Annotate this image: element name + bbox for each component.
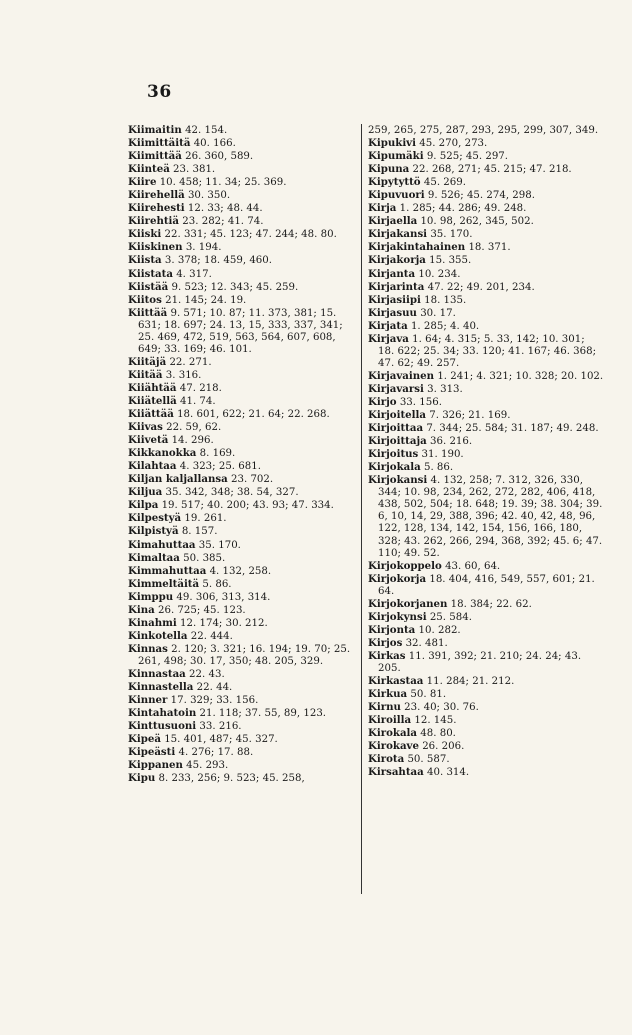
entry-references: 10. 98, 262, 345, 502. bbox=[420, 216, 534, 228]
entry-references: 45. 293. bbox=[186, 760, 229, 772]
index-entry bbox=[128, 150, 358, 163]
index-entry bbox=[368, 215, 604, 228]
entry-headword: Kiirehesti bbox=[128, 202, 185, 215]
entry-headword: Kirjokorjanen bbox=[368, 597, 448, 610]
index-entry bbox=[128, 268, 358, 281]
index-entry bbox=[128, 294, 358, 307]
entry-references: 4. 276; 17. 88. bbox=[178, 747, 254, 759]
entry-references: 40. 314. bbox=[427, 767, 470, 779]
entry-references: 22. 44. bbox=[196, 682, 233, 694]
entry-headword: Kiroilla bbox=[368, 714, 412, 727]
entry-references: 4. 132, 258; 7. 312, 326, 330, 344; 10. 98, 234, 262, 272, 282, 406, 418, 438, 502, 504; 18. 648; 19. 39; 38. 304; 39. 6, 10, 14, 29, 388, 396; 42. 40, 42, 48, 96, 122, 128, 134, 142, 154, 156, 166, 180, 328; 43. 262, 266, 294, 368, 392; 45. 6; 47. 110; 49. 52. bbox=[378, 475, 603, 559]
index-entry bbox=[128, 228, 358, 241]
index-entry bbox=[368, 753, 604, 766]
entry-headword: Kinnastella bbox=[128, 681, 194, 694]
entry-headword: Kiirehtiä bbox=[128, 215, 180, 228]
entry-references: 5. 86. bbox=[423, 462, 454, 474]
index-entry bbox=[128, 176, 358, 189]
entry-references: 18. 135. bbox=[424, 294, 467, 306]
entry-headword: Kirjoitus bbox=[368, 448, 419, 461]
index-entry bbox=[368, 150, 604, 163]
entry-headword: Kinnastaa bbox=[128, 667, 186, 680]
entry-references: 3. 378; 18. 459, 460. bbox=[164, 255, 273, 267]
entry-headword: Kina bbox=[128, 603, 155, 616]
index-entry bbox=[128, 486, 358, 499]
index-entry bbox=[128, 369, 358, 382]
entry-references: 5. 86. bbox=[202, 578, 232, 590]
entry-headword: Kintahatoin bbox=[128, 707, 197, 720]
index-entry bbox=[128, 746, 358, 759]
entry-headword: Kiljan kaljallansa bbox=[128, 473, 228, 486]
entry-references: 1. 285; 4. 40. bbox=[410, 320, 480, 332]
index-entry bbox=[368, 435, 604, 448]
entry-references: 8. 233, 256; 9. 523; 45. 258, bbox=[158, 773, 305, 785]
entry-headword: Kiiättää bbox=[128, 408, 174, 421]
entry-headword: Kiitäjä bbox=[128, 355, 167, 368]
index-entry bbox=[128, 473, 358, 486]
index-entry bbox=[128, 281, 358, 294]
entry-references: 26. 725; 45. 123. bbox=[157, 604, 246, 616]
index-entry bbox=[368, 228, 604, 241]
index-entry bbox=[368, 611, 604, 624]
entry-headword: Kirjonta bbox=[368, 623, 416, 636]
entry-headword: Kimaltaa bbox=[128, 551, 180, 564]
entry-references: 32. 481. bbox=[405, 637, 448, 649]
index-entry bbox=[128, 447, 358, 460]
entry-references: 12. 33; 48. 44. bbox=[187, 203, 263, 215]
entry-references: 21. 118; 37. 55, 89, 123. bbox=[199, 708, 327, 720]
index-entry bbox=[368, 714, 604, 727]
entry-references: 25. 584. bbox=[429, 611, 472, 623]
index-entry bbox=[368, 409, 604, 422]
index-entry bbox=[368, 650, 604, 675]
entry-references: 4. 317. bbox=[176, 268, 212, 280]
index-entry bbox=[128, 759, 358, 772]
entry-headword: Kirokala bbox=[368, 727, 418, 740]
entry-headword: Kiinteä bbox=[128, 163, 170, 176]
index-entry bbox=[368, 124, 604, 137]
entry-references: 15. 401, 487; 45. 327. bbox=[164, 734, 278, 746]
entry-headword: Kinttusuoni bbox=[128, 720, 197, 733]
entry-references: 35. 170. bbox=[198, 539, 241, 551]
entry-headword: Kilpestyä bbox=[128, 512, 182, 525]
entry-references: 49. 306, 313, 314. bbox=[176, 591, 271, 603]
entry-headword: Kirjokoppelo bbox=[368, 559, 442, 572]
entry-headword: Kiitos bbox=[128, 293, 162, 306]
index-entry bbox=[128, 578, 358, 591]
entry-headword: Kiistää bbox=[128, 280, 169, 293]
entry-references: 33. 156. bbox=[399, 396, 442, 408]
entry-references: 50. 385. bbox=[183, 552, 226, 564]
entry-references: 18. 404, 416, 549, 557, 601; 21. 64. bbox=[378, 573, 595, 597]
entry-headword: Kiimaitin bbox=[128, 124, 182, 136]
entry-headword: Kirjarinta bbox=[368, 280, 425, 293]
entry-references: 1. 64; 4. 315; 5. 33, 142; 10. 301; 18. 622; 25. 34; 33. 120; 41. 167; 46. 368; 47. 62; 49. 257. bbox=[378, 333, 597, 369]
entry-references: 11. 284; 21. 212. bbox=[426, 676, 515, 688]
index-entry bbox=[368, 624, 604, 637]
index-entry bbox=[368, 320, 604, 333]
entry-references: 45. 270, 273. bbox=[419, 138, 488, 150]
entry-references: 9. 525; 45. 297. bbox=[426, 151, 509, 163]
entry-headword: Kilahtaa bbox=[128, 460, 177, 473]
index-entry bbox=[128, 772, 358, 785]
entry-references: 4. 132, 258. bbox=[209, 565, 272, 577]
entry-references: 3. 313. bbox=[427, 383, 463, 395]
entry-references: 30. 17. bbox=[420, 307, 456, 319]
index-entry bbox=[368, 137, 604, 150]
entry-headword: Kirja bbox=[368, 202, 397, 215]
entry-references: 18. 371. bbox=[468, 242, 511, 254]
entry-references: 9. 523; 12. 343; 45. 259. bbox=[171, 281, 299, 293]
entry-headword: Kirjakansi bbox=[368, 228, 428, 241]
index-entry bbox=[368, 294, 604, 307]
entry-references: 19. 261. bbox=[184, 513, 227, 525]
column-divider bbox=[361, 124, 362, 894]
entry-headword: Kilpistyä bbox=[128, 525, 179, 538]
index-entry bbox=[368, 281, 604, 294]
entry-headword: Kirjokansi bbox=[368, 474, 428, 487]
index-entry bbox=[128, 539, 358, 552]
entry-references: 1. 241; 4. 321; 10. 328; 20. 102. bbox=[437, 370, 604, 382]
entry-headword: Kirjakorja bbox=[368, 254, 426, 267]
entry-headword: Kirjokala bbox=[368, 461, 421, 474]
entry-headword: Kimppu bbox=[128, 590, 174, 603]
entry-headword: Kinnas bbox=[128, 642, 168, 655]
entry-references: 259, 265, 275, 287, 293, 295, 299, 307, 349. bbox=[368, 125, 599, 136]
index-entry bbox=[128, 215, 358, 228]
index-entry bbox=[368, 474, 604, 559]
entry-headword: Kipuvuori bbox=[368, 189, 425, 202]
index-entry bbox=[128, 525, 358, 538]
index-entry bbox=[128, 408, 358, 421]
entry-headword: Kirjos bbox=[368, 636, 403, 649]
entry-headword: Kimmahuttaa bbox=[128, 564, 207, 577]
entry-references: 31. 190. bbox=[421, 449, 464, 461]
entry-references: 18. 384; 22. 62. bbox=[450, 598, 532, 610]
entry-headword: Kipu bbox=[128, 772, 156, 785]
entry-references: 45. 269. bbox=[423, 177, 466, 189]
index-column-left bbox=[128, 124, 358, 785]
index-entry bbox=[368, 254, 604, 267]
entry-headword: Kiiskinen bbox=[128, 241, 183, 254]
entry-references: 17. 329; 33. 156. bbox=[170, 695, 259, 707]
index-entry bbox=[128, 254, 358, 267]
index-column-right bbox=[368, 124, 604, 779]
index-entry bbox=[128, 356, 358, 369]
entry-references: 10. 234. bbox=[418, 268, 461, 280]
entry-headword: Kirokave bbox=[368, 740, 419, 753]
entry-references: 3. 194. bbox=[185, 242, 222, 254]
index-entry bbox=[368, 727, 604, 740]
index-entry bbox=[128, 124, 358, 137]
entry-headword: Kirkua bbox=[368, 688, 408, 701]
entry-headword: Kirjasiipi bbox=[368, 293, 421, 306]
entry-references: 30. 350. bbox=[187, 190, 231, 202]
index-entry bbox=[128, 163, 358, 176]
index-entry bbox=[368, 461, 604, 474]
entry-references: 10. 458; 11. 34; 25. 369. bbox=[159, 177, 287, 189]
entry-headword: Kinahmi bbox=[128, 616, 177, 629]
index-entry bbox=[128, 499, 358, 512]
entry-headword: Kipytyttö bbox=[368, 176, 421, 189]
entry-references: 22. 444. bbox=[190, 630, 233, 642]
entry-references: 23. 40; 30. 76. bbox=[404, 702, 479, 714]
entry-references: 40. 166. bbox=[193, 138, 236, 150]
index-entry bbox=[128, 643, 358, 668]
entry-references: 23. 381. bbox=[173, 164, 216, 176]
entry-references: 12. 145. bbox=[414, 715, 457, 727]
index-entry bbox=[368, 241, 604, 254]
entry-headword: Kirjaella bbox=[368, 215, 418, 228]
entry-references: 47. 22; 49. 201, 234. bbox=[427, 281, 535, 293]
entry-references: 50. 81. bbox=[410, 689, 447, 701]
entry-references: 3. 316. bbox=[165, 369, 202, 381]
index-entry bbox=[368, 189, 604, 202]
entry-headword: Kirjanta bbox=[368, 267, 416, 280]
index-entry bbox=[368, 560, 604, 573]
entry-references: 4. 323; 25. 681. bbox=[179, 461, 261, 473]
entry-references: 1. 285; 44. 286; 49. 248. bbox=[399, 203, 527, 215]
entry-headword: Kirjavainen bbox=[368, 369, 435, 382]
entry-headword: Kirjoittaja bbox=[368, 435, 427, 448]
entry-references: 7. 344; 25. 584; 31. 187; 49. 248. bbox=[426, 423, 599, 435]
index-entry bbox=[128, 565, 358, 578]
index-entry bbox=[128, 189, 358, 202]
index-entry bbox=[368, 688, 604, 701]
entry-headword: Kiivetä bbox=[128, 434, 169, 447]
entry-headword: Kinkotella bbox=[128, 629, 188, 642]
index-entry bbox=[128, 694, 358, 707]
index-entry bbox=[128, 617, 358, 630]
entry-references: 23. 702. bbox=[231, 474, 274, 486]
index-entry bbox=[128, 137, 358, 150]
index-entry bbox=[368, 766, 604, 779]
index-entry bbox=[368, 370, 604, 383]
entry-references: 2. 120; 3. 321; 16. 194; 19. 70; 25. 261, 498; 30. 17, 350; 48. 205, 329. bbox=[138, 643, 351, 667]
index-entry bbox=[128, 395, 358, 408]
entry-references: 19. 517; 40. 200; 43. 93; 47. 334. bbox=[161, 500, 334, 512]
entry-headword: Kirjasuu bbox=[368, 306, 417, 319]
entry-headword: Kirnu bbox=[368, 701, 401, 714]
entry-references: 21. 145; 24. 19. bbox=[165, 294, 247, 306]
index-entry bbox=[368, 333, 604, 370]
entry-headword: Kiiähtää bbox=[128, 381, 177, 394]
entry-references: 15. 355. bbox=[429, 255, 472, 267]
entry-references: 22. 59, 62. bbox=[166, 422, 222, 434]
entry-headword: Kimahuttaa bbox=[128, 538, 196, 551]
index-entry bbox=[368, 740, 604, 753]
entry-headword: Kirsahtaa bbox=[368, 766, 424, 779]
index-entry bbox=[368, 675, 604, 688]
entry-headword: Kiivas bbox=[128, 421, 163, 434]
entry-headword: Kiiätellä bbox=[128, 394, 177, 407]
entry-headword: Kirjakintahainen bbox=[368, 241, 466, 254]
entry-references: 35. 342, 348; 38. 54, 327. bbox=[165, 487, 299, 499]
entry-headword: Kiistata bbox=[128, 267, 173, 280]
entry-references: 7. 326; 21. 169. bbox=[429, 410, 511, 422]
entry-references: 22. 331; 45. 123; 47. 244; 48. 80. bbox=[164, 229, 337, 241]
entry-references: 23. 282; 41. 74. bbox=[182, 216, 264, 228]
index-entry bbox=[368, 307, 604, 320]
index-entry bbox=[128, 434, 358, 447]
entry-headword: Kiire bbox=[128, 176, 157, 189]
entry-headword: Kiirehellä bbox=[128, 189, 185, 202]
index-entry bbox=[128, 512, 358, 525]
entry-headword: Kiimittäitä bbox=[128, 137, 191, 150]
index-entry bbox=[128, 630, 358, 643]
entry-references: 8. 157. bbox=[181, 526, 218, 538]
index-entry bbox=[128, 733, 358, 746]
entry-headword: Kirjavarsi bbox=[368, 382, 424, 395]
entry-references: 11. 391, 392; 21. 210; 24. 24; 43. 205. bbox=[378, 650, 582, 674]
index-entry bbox=[128, 460, 358, 473]
entry-references: 9. 526; 45. 274, 298. bbox=[427, 190, 535, 202]
entry-references: 26. 360, 589. bbox=[185, 151, 254, 163]
entry-headword: Kirjokorja bbox=[368, 572, 427, 585]
entry-references: 18. 601, 622; 21. 64; 22. 268. bbox=[177, 409, 330, 421]
entry-headword: Kirota bbox=[368, 753, 405, 766]
index-entry bbox=[128, 241, 358, 254]
entry-references: 10. 282. bbox=[418, 624, 461, 636]
entry-headword: Kirjo bbox=[368, 395, 397, 408]
entry-references: 47. 218. bbox=[179, 382, 222, 394]
entry-references: 42. 154. bbox=[185, 125, 228, 136]
entry-headword: Kiiski bbox=[128, 228, 162, 241]
index-entry bbox=[128, 681, 358, 694]
entry-references: 33. 216. bbox=[199, 721, 242, 733]
index-entry bbox=[128, 382, 358, 395]
entry-references: 48. 80. bbox=[420, 728, 456, 740]
index-entry bbox=[128, 604, 358, 617]
entry-headword: Kipeä bbox=[128, 733, 161, 746]
index-entry bbox=[368, 202, 604, 215]
entry-headword: Kirjoittaa bbox=[368, 422, 424, 435]
entry-references: 41. 74. bbox=[179, 395, 216, 407]
index-entry bbox=[368, 383, 604, 396]
entry-headword: Kipumäki bbox=[368, 150, 424, 163]
entry-references: 50. 587. bbox=[407, 754, 450, 766]
entry-references: 35. 170. bbox=[430, 229, 473, 241]
entry-references: 12. 174; 30. 212. bbox=[180, 617, 268, 629]
index-entry bbox=[368, 176, 604, 189]
entry-headword: Kirjokynsi bbox=[368, 610, 427, 623]
entry-headword: Kirjava bbox=[368, 332, 409, 345]
index-entry bbox=[368, 598, 604, 611]
index-entry bbox=[368, 573, 604, 598]
entry-headword: Kirjoitella bbox=[368, 409, 426, 422]
entry-headword: Kippanen bbox=[128, 759, 183, 772]
index-entry bbox=[368, 637, 604, 650]
entry-references: 36. 216. bbox=[430, 436, 473, 448]
entry-headword: Kinner bbox=[128, 694, 168, 707]
index-entry bbox=[368, 396, 604, 409]
entry-references: 22. 43. bbox=[189, 668, 225, 680]
index-entry bbox=[128, 707, 358, 720]
entry-headword: Kikkanokka bbox=[128, 447, 197, 460]
entry-references: 9. 571; 10. 87; 11. 373, 381; 15. 631; 18. 697; 24. 13, 15, 333, 337, 341; 25. 469, 472, 519, 563, 564, 607, 608, 649; 33. 169; 46. 101. bbox=[138, 307, 343, 355]
entry-references: 14. 296. bbox=[171, 435, 214, 447]
index-entry bbox=[128, 552, 358, 565]
index-entry bbox=[128, 668, 358, 681]
entry-references: 22. 271. bbox=[169, 356, 212, 368]
index-entry bbox=[368, 448, 604, 461]
entry-references: 22. 268, 271; 45. 215; 47. 218. bbox=[412, 164, 572, 176]
index-entry bbox=[128, 307, 358, 356]
entry-references: 26. 206. bbox=[422, 741, 465, 753]
entry-headword: Kiimittää bbox=[128, 150, 182, 163]
index-entry bbox=[368, 268, 604, 281]
index-entry bbox=[128, 720, 358, 733]
index-entry bbox=[128, 202, 358, 215]
entry-headword: Kiitää bbox=[128, 368, 163, 381]
entry-references: 8. 169. bbox=[199, 448, 236, 460]
index-entry bbox=[368, 701, 604, 714]
entry-headword: Kiista bbox=[128, 254, 162, 267]
index-entry bbox=[368, 163, 604, 176]
index-entry bbox=[368, 422, 604, 435]
entry-headword: Kiittää bbox=[128, 306, 168, 319]
entry-references: 43. 60, 64. bbox=[445, 560, 501, 572]
entry-headword: Kirkastaa bbox=[368, 675, 424, 688]
page-number: 36 bbox=[147, 82, 172, 102]
index-entry bbox=[128, 421, 358, 434]
entry-headword: Kilpa bbox=[128, 499, 159, 512]
entry-headword: Kipuna bbox=[368, 163, 410, 176]
entry-headword: Kipeästi bbox=[128, 746, 176, 759]
entry-headword: Kimmeltäitä bbox=[128, 577, 200, 590]
entry-headword: Kipukivi bbox=[368, 137, 416, 150]
index-entry bbox=[128, 591, 358, 604]
entry-headword: Kirjata bbox=[368, 319, 408, 332]
entry-headword: Kirkas bbox=[368, 649, 406, 662]
entry-headword: Kiljua bbox=[128, 486, 163, 499]
